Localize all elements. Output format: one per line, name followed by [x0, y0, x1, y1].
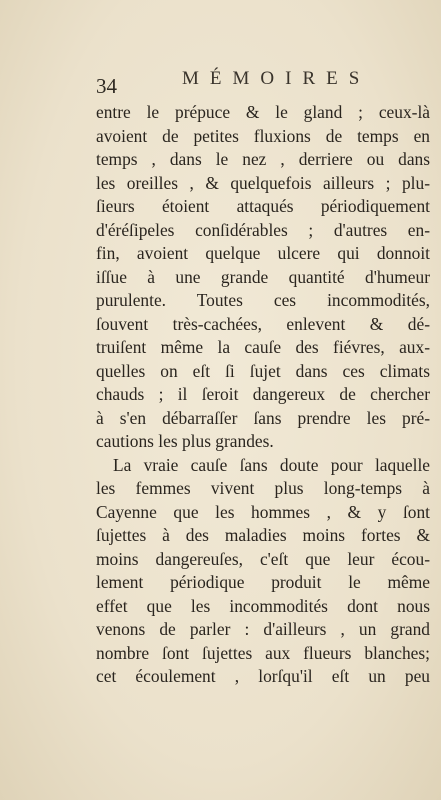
text-line: les oreilles , & quelquefois ailleurs ; plu- — [96, 172, 430, 193]
text-line: Cayenne que les hommes , & y ſont — [96, 501, 430, 522]
text-line: iſſue à une grande quantité d'humeur — [96, 266, 430, 287]
page-number: 34 — [96, 74, 117, 98]
text-line: d'éréſipeles conſidérables ; d'autres en- — [96, 219, 430, 240]
paragraph-2 — [96, 454, 430, 689]
text-line: effet que les incommodités dont nous — [96, 595, 430, 616]
text-line: lement périodique produit le même — [96, 572, 430, 592]
text-line: ſieurs étoient attaqués périodiquement — [96, 196, 430, 216]
text-line: quelles on eſt ſi ſujet dans ces climats — [96, 360, 430, 381]
text-line: ſouvent très-cachées, enlevent & dé- — [96, 313, 430, 334]
running-title: MÉMOIRES — [182, 68, 371, 89]
text-line: cet écoulement , lorſqu'il eſt un peu — [96, 666, 430, 686]
paragraph-1 — [96, 101, 430, 454]
text-line: moins dangereuſes, c'eſt que leur écou- — [96, 548, 430, 569]
body-text — [96, 101, 430, 689]
text-line: temps , dans le nez , derriere ou dans — [96, 149, 430, 169]
text-line: entre le prépuce & le gland ; ceux-là — [96, 102, 430, 122]
text-line: La vraie cauſe ſans doute pour laquelle — [113, 454, 430, 475]
text-line: chauds ; il ſeroit dangereux de chercher — [96, 384, 430, 404]
text-line: fin, avoient quelque ulcere qui donnoit — [96, 243, 430, 263]
text-line: venons de parler : d'ailleurs , un grand — [96, 619, 430, 639]
text-line: cautions les plus grandes. — [96, 431, 274, 451]
text-line: avoient de petites fluxions de temps en — [96, 125, 430, 146]
text-line: nombre ſont ſujettes aux flueurs blanches; — [96, 642, 430, 663]
text-line: ſujettes à des maladies moins fortes & — [96, 525, 430, 545]
text-line: à s'en débarraſſer ſans prendre les pré- — [96, 407, 430, 428]
text-line: les femmes vivent plus long-temps à — [96, 478, 430, 498]
page-header — [0, 66, 441, 96]
text-line: truiſent même la cauſe des fiévres, aux- — [96, 337, 430, 357]
text-line: purulente. Toutes ces incommodités, — [96, 290, 430, 310]
